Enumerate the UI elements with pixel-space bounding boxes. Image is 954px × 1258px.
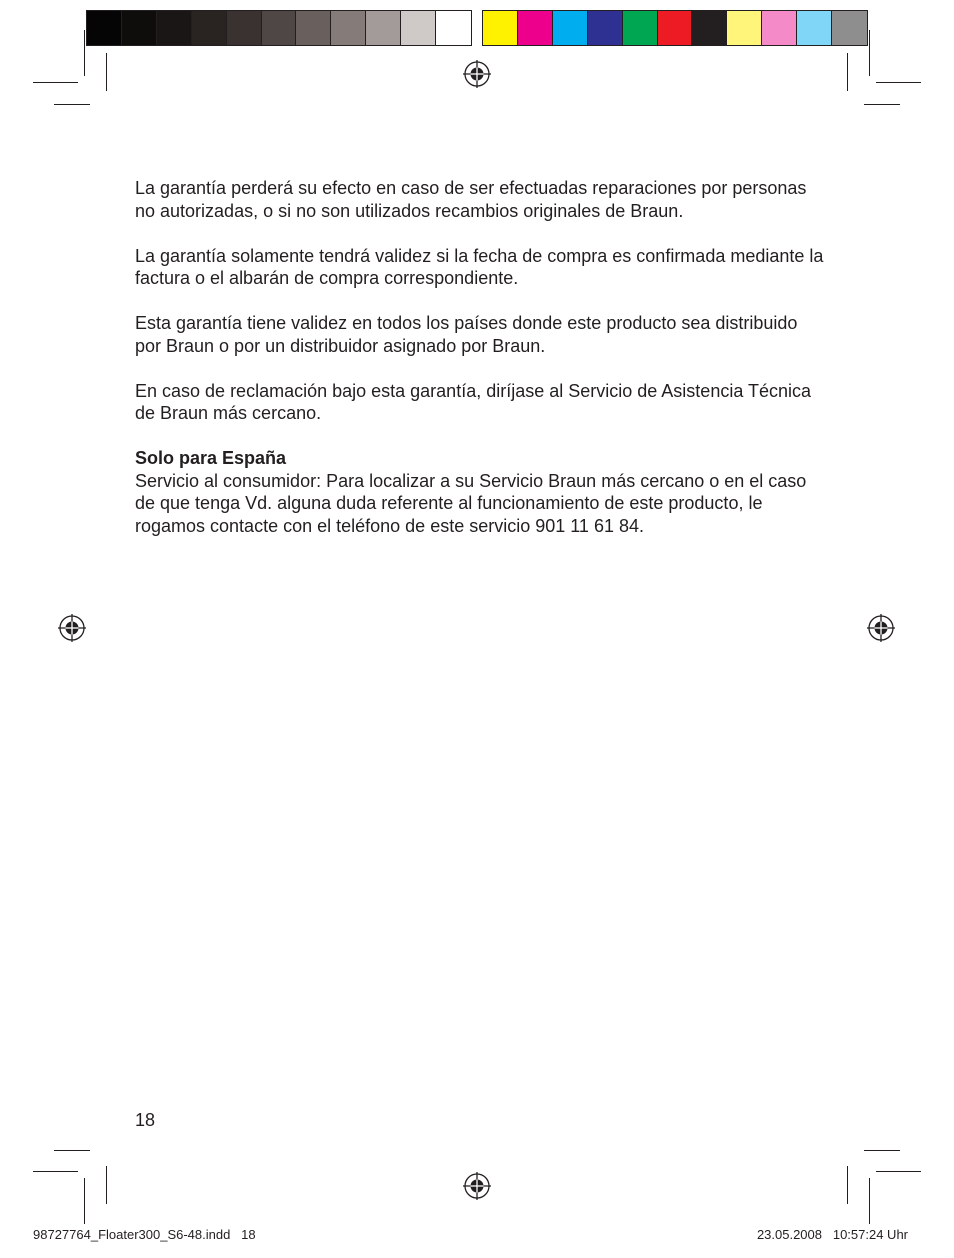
color-swatch: [401, 11, 436, 45]
crop-mark: [847, 53, 848, 91]
color-swatch: [588, 11, 623, 45]
paragraph-claims: En caso de reclamación bajo esta garantía, diríjase al Servicio de Asistencia Técnica de Braun más cercano.: [135, 380, 812, 423]
paragraph-proof-of-purchase: La garantía solamente tendrá validez si la fecha de compra es confirmada mediante la factura o el albarán de compra correspondiente.: [135, 245, 824, 288]
crop-mark: [876, 82, 921, 83]
crop-mark: [864, 104, 900, 105]
spain-service-text: Servicio al consumidor: Para localizar a su Servicio Braun más cercano o en el caso de que tenga Vd. alguna duda referente al funcionamiento de este producto, le rogamos contacte con el teléfono de este servicio 901 11 61 84.: [135, 470, 807, 536]
crop-mark: [847, 1166, 848, 1204]
crop-mark: [106, 53, 107, 91]
crop-mark: [33, 82, 78, 83]
color-swatch: [331, 11, 366, 45]
color-swatch: [553, 11, 588, 45]
color-swatch: [692, 11, 727, 45]
warranty-text: [135, 177, 825, 537]
page-number: 18: [135, 1110, 156, 1130]
paragraph-unauthorized-repairs: La garantía perderá su efecto en caso de ser efectuadas reparaciones por personas no autorizadas, o si no son utilizados recambios originales de Braun.: [135, 178, 807, 221]
color-swatch: [87, 11, 122, 45]
color-swatch: [436, 11, 471, 45]
color-swatch: [518, 11, 553, 45]
registration-mark-icon: [58, 614, 86, 642]
crop-mark: [54, 1150, 90, 1151]
crop-mark: [869, 30, 870, 76]
registration-mark-icon: [867, 614, 895, 642]
slug-file-info: 98727764_Floater300_S6-48.indd 18: [33, 1227, 256, 1242]
color-swatch: [797, 11, 832, 45]
color-swatch: [832, 11, 867, 45]
crop-mark: [869, 1178, 870, 1224]
crop-mark: [876, 1171, 921, 1172]
registration-mark-icon: [463, 1172, 491, 1200]
color-swatch: [157, 11, 192, 45]
crop-mark: [84, 1178, 85, 1224]
color-swatch: [262, 11, 297, 45]
registration-mark-icon: [463, 60, 491, 88]
color-swatch: [192, 11, 227, 45]
spain-heading: Solo para España: [135, 448, 287, 468]
color-swatch: [727, 11, 762, 45]
crop-mark: [54, 104, 90, 105]
color-swatch: [623, 11, 658, 45]
crop-mark: [864, 1150, 900, 1151]
crop-mark: [33, 1171, 78, 1172]
color-swatch: [483, 11, 518, 45]
grayscale-control-bar: [86, 10, 472, 46]
paragraph-validity-countries: Esta garantía tiene validez en todos los países donde este producto sea distribuido por Braun o por un distribuidor asignado por Braun.: [135, 313, 798, 356]
color-swatch: [227, 11, 262, 45]
color-swatch: [366, 11, 401, 45]
crop-mark: [84, 30, 85, 76]
color-control-bar: [482, 10, 868, 46]
crop-mark: [106, 1166, 107, 1204]
color-swatch: [658, 11, 693, 45]
slug-timestamp: 23.05.2008 10:57:24 Uhr: [756, 1227, 908, 1242]
color-swatch: [762, 11, 797, 45]
color-swatch: [296, 11, 331, 45]
color-swatch: [122, 11, 157, 45]
